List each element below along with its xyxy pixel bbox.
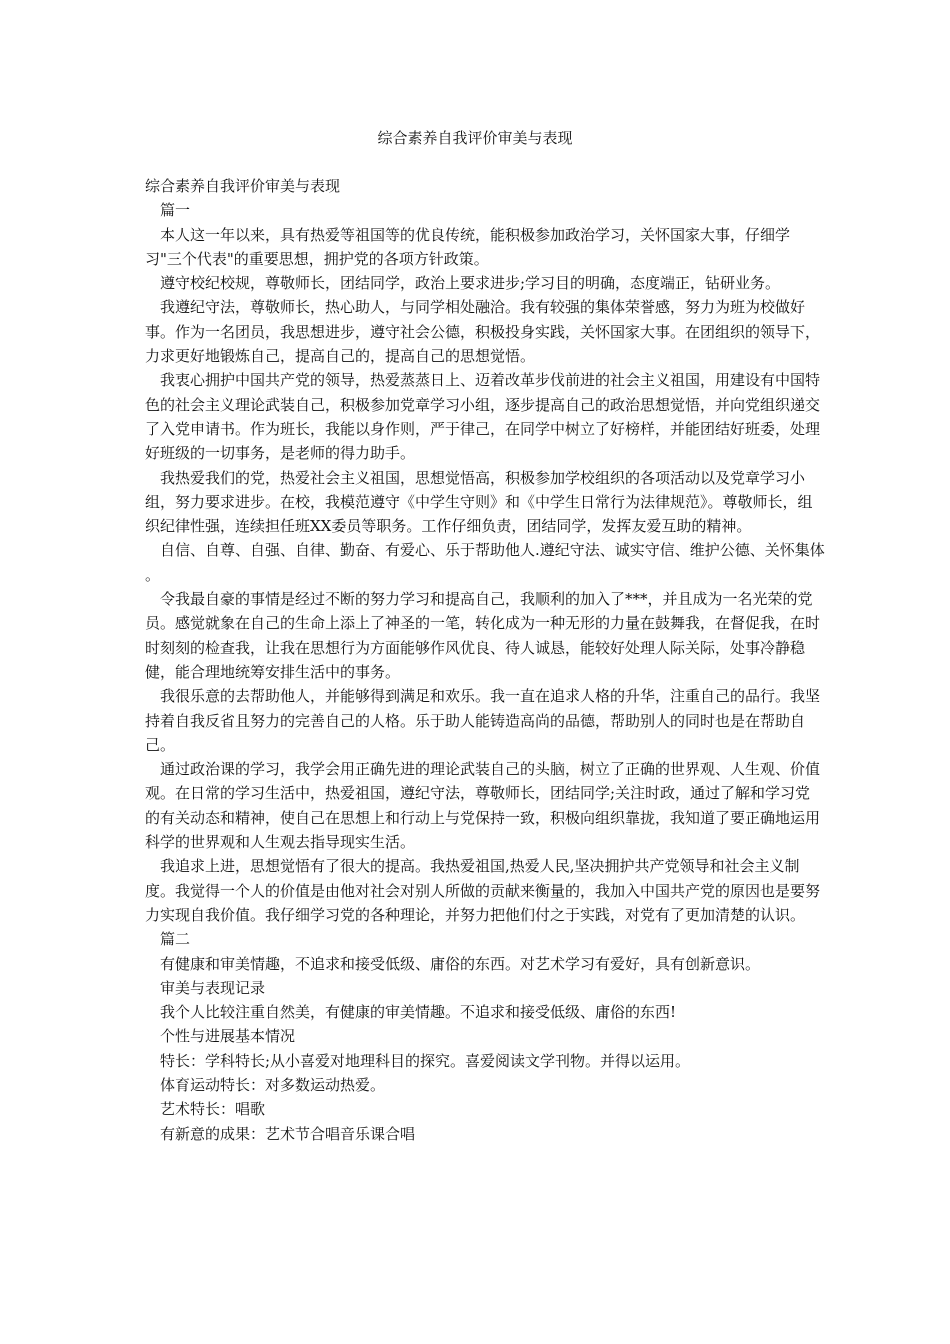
paragraph: 我衷心拥护中国共产党的领导，热爱蒸蒸日上、迈着改革步伐前进的社会主义祖国，用建设有中国特色的社会主义理论武装自己，积极参加党章学习小组，逐步提高自己的政治思想觉悟，并向党组织递交了入党申请书。作为班长，我能以身作则，严于律己，在同学中树立了好榜样，并能团结好班委，处理好班级的一切事务，是老师的得力助手。 [145, 371, 821, 463]
paragraph: 我热爱我们的党，热爱社会主义祖国，思想觉悟高，积极参加学校组织的各项活动以及党章学习小组，努力要求进步。在校，我模范遵守《中学生守则》和《中学生日常行为法律规范》。尊敬师长，组织纪律性强，连续担任班XX委员等职务。工作仔细负责，团结同学，发挥友爱互助的精神。 [145, 468, 813, 536]
paragraph: 有新意的成果：艺术节合唱音乐课合唱 [160, 1124, 416, 1143]
paragraph: 我很乐意的去帮助他人，并能够得到满足和欢乐。我一直在追求人格的升华，注重自己的品行。我坚持着自我反省且努力的完善自己的人格。乐于助人能铸造高尚的品德，帮助别人的同时也是在帮助自己。 [145, 687, 821, 754]
paragraph: 我遵纪守法，尊敬师长，热心助人，与同学相处融洽。我有较强的集体荣誉感，努力为班为校做好事。作为一名团员，我思想进步，遵守社会公德，积极投身实践，关怀国家大事。在团组织的领导下，力求更好地锻炼自己，提高自己的，提高自己的思想觉悟。 [145, 298, 821, 366]
paragraph: 特长：学科特长;从小喜爱对地理科目的探究。喜爱阅读文学刊物。并得以运用。 [160, 1051, 691, 1070]
paragraph: 艺术特长：唱歌 [160, 1100, 266, 1119]
paragraph: 本人这一年以来，具有热爱等祖国等的优良传统，能积极参加政治学习，关怀国家大事，仔细学习"三个代表"的重要思想，拥护党的各项方针政策。 [145, 225, 791, 268]
paragraph: 通过政治课的学习，我学会用正确先进的理论武装自己的头脑，树立了正确的世界观、人生观、价值观。在日常的学习生活中，热爱祖国，遵纪守法，尊敬师长，团结同学;关注时政，通过了解和学习党的有关动态和精神，使自己在思想上和行动上与党保持一致，积极向组织靠拢，我知道了要正确地运用科学的世界观和人生观去指导现实生活。 [145, 760, 821, 852]
paragraph: 篇二 [160, 930, 191, 949]
paragraph: 篇一 [160, 201, 191, 220]
paragraph: 我个人比较注重自然美，有健康的审美情趣。不追求和接受低级、庸俗的东西! [160, 1003, 677, 1022]
document-body [145, 174, 825, 1146]
paragraph: 审美与表现记录 [160, 978, 266, 997]
paragraph: 体育运动特长：对多数运动热爱。 [160, 1075, 386, 1094]
document-title: 综合素养自我评价审美与表现 [377, 129, 573, 147]
paragraph: 有健康和审美情趣，不追求和接受低级、庸俗的东西。对艺术学习有爱好，具有创新意识。 [160, 954, 761, 973]
paragraph: 遵守校纪校规，尊敬师长，团结同学，政治上要求进步;学习目的明确，态度端正，钻研业务。 [160, 274, 781, 293]
paragraph: 我追求上进，思想觉悟有了很大的提高。我热爱祖国,热爱人民,坚决拥护共产党领导和社会主义制度。我觉得一个人的价值是由他对社会对别人所做的贡献来衡量的，我加入中国共产党的原因也是要努力实现自我价值。我仔细学习党的各种理论，并努力把他们付之于实践，对党有了更加清楚的认识。 [145, 857, 821, 924]
paragraph: 综合素养自我评价审美与表现 [145, 177, 341, 195]
paragraph: 自信、自尊、自强、自律、勤奋、有爱心、乐于帮助他人.遵纪守法、诚实守信、维护公德、关怀集体 。 [145, 541, 825, 584]
paragraph: 令我最自豪的事情是经过不断的努力学习和提高自己，我顺利的加入了***，并且成为一名光荣的党员。感觉就象在自己的生命上添上了神圣的一笔，转化成为一种无形的力量在鼓舞我，在督促我，在时时刻刻的检查我，让我在思想行为方面能够作风优良、待人诚恳，能较好处理人际关际，处事冷静稳健，能合理地统筹安排生活中的事务。 [145, 590, 821, 681]
paragraph: 个性与进展基本情况 [160, 1027, 296, 1046]
